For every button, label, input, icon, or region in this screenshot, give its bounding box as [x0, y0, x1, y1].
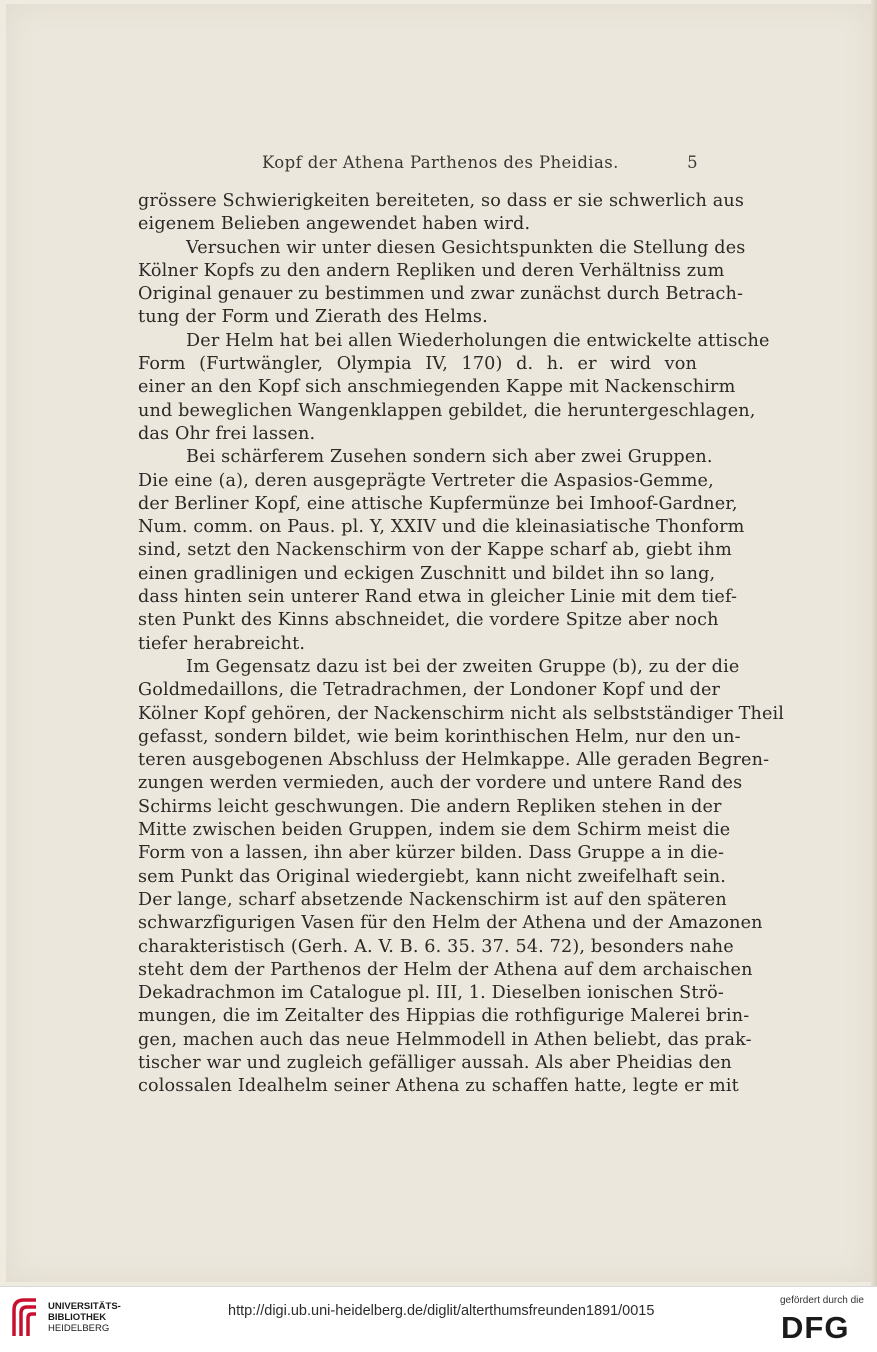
text-line: steht dem der Parthenos der Helm der Athena auf dem archaischen — [138, 959, 753, 980]
library-name-line1: UNIVERSITÄTS- — [48, 1301, 121, 1312]
text-line: dass hinten sein unterer Rand etwa in gleicher Linie mit dem tief- — [138, 587, 738, 608]
text-line: gen, machen auch das neue Helmmodell in Athen beliebt, das prak- — [138, 1029, 752, 1050]
text-line: Im Gegensatz dazu ist bei der zweiten Gruppe (b), zu der die — [186, 656, 740, 677]
text-line: Der lange, scharf absetzende Nackenschirm ist auf den späteren — [138, 889, 727, 910]
text-line: sind, setzt den Nackenschirm von der Kappe scharf ab, giebt ihm — [138, 540, 732, 561]
permalink-url[interactable]: http://digi.ub.uni-heidelberg.de/diglit/alterthumsfreunden1891/0015 — [228, 1303, 655, 1319]
text-line: einer an den Kopf sich anschmiegenden Kappe mit Nackenschirm — [138, 377, 736, 398]
page-header — [138, 153, 698, 179]
text-line: Dekadrachmon im Catalogue pl. III, 1. Dieselben ionischen Strö- — [138, 983, 724, 1004]
text-line: Form von a lassen, ihn aber kürzer bilden. Dass Gruppe a in die- — [138, 843, 725, 864]
page-number: 5 — [687, 153, 698, 172]
text-line: charakteristisch (Gerh. A. V. B. 6. 35. 37. 54. 72), besonders nahe — [138, 936, 734, 957]
text-line: der Berliner Kopf, eine attische Kupfermünze bei Imhoof-Gardner, — [138, 493, 738, 514]
text-line: Die eine (a), deren ausgeprägte Vertreter die Aspasios-Gemme, — [138, 470, 714, 491]
footer-bar — [0, 1286, 877, 1352]
dfg-logo: DFG — [781, 1310, 850, 1345]
text-line: grössere Schwierigkeiten bereiteten, so dass er sie schwerlich aus — [138, 191, 745, 211]
text-line: sten Punkt des Kinns abschneidet, die vordere Spitze aber noch — [138, 610, 719, 631]
funded-by-caption: gefördert durch die — [780, 1295, 864, 1306]
running-head: Kopf der Athena Parthenos des Pheidias. — [262, 153, 619, 172]
text-line: colossalen Idealhelm seiner Athena zu schaffen hatte, legte er mit — [138, 1076, 739, 1097]
library-name — [48, 1301, 121, 1334]
text-line: Bei schärferem Zusehen sondern sich aber zwei Gruppen. — [186, 447, 713, 468]
text-line: Num. comm. on Paus. pl. Y, XXIV und die kleinasiatische Thonform — [138, 517, 745, 538]
text-line: teren ausgebogenen Abschluss der Helmkappe. Alle geraden Begren- — [138, 750, 770, 771]
text-line: Original genauer zu bestimmen und zwar zunächst durch Betrach- — [138, 284, 744, 305]
ub-heidelberg-logo-icon — [8, 1296, 42, 1342]
text-line: Schirms leicht geschwungen. Die andern Repliken stehen in der — [138, 796, 722, 817]
text-line: tiefer herabreicht. — [138, 633, 306, 654]
text-line: sem Punkt das Original wiedergiebt, kann nicht zweifelhaft sein. — [138, 866, 727, 887]
library-name-line2: BIBLIOTHEK — [48, 1312, 107, 1323]
text-line: tischer war und zugleich gefälliger aussah. Als aber Pheidias den — [138, 1052, 732, 1073]
text-line: Versuchen wir unter diesen Gesichtspunkten die Stellung des — [186, 237, 746, 258]
text-line: und beweglichen Wangenklappen gebildet, die heruntergeschlagen, — [138, 400, 756, 421]
text-line: eigenem Belieben angewendet haben wird. — [138, 214, 531, 235]
text-line: das Ohr frei lassen. — [138, 423, 316, 444]
page-edge-shadow — [871, 0, 877, 1286]
text-line: mungen, die im Zeitalter des Hippias die rothfigurige Malerei brin- — [138, 1006, 750, 1027]
text-line: zungen werden vermieden, auch der vordere und untere Rand des — [138, 773, 743, 794]
text-line: tung der Form und Zierath des Helms. — [138, 307, 488, 328]
text-line: Kölner Kopf gehören, der Nackenschirm nicht als selbstständiger Theil — [138, 703, 785, 724]
text-line: Mitte zwischen beiden Gruppen, indem sie dem Schirm meist die — [138, 820, 731, 841]
text-line: schwarzfigurigen Vasen für den Helm der Athena und der Amazonen — [138, 913, 763, 934]
text-line: einen gradlinigen und eckigen Zuschnitt und bildet ihn so lang, — [138, 563, 716, 584]
text-line: Kölner Kopfs zu den andern Repliken und deren Verhältniss zum — [138, 260, 725, 281]
text-line: Der Helm hat bei allen Wiederholungen die entwickelte attische — [186, 330, 770, 351]
text-line: Goldmedaillons, die Tetradrachmen, der Londoner Kopf und der — [138, 680, 721, 701]
library-name-line3: HEIDELBERG — [48, 1323, 110, 1334]
body-text — [138, 190, 785, 1099]
text-line: gefasst, sondern bildet, wie beim korinthischen Helm, nur den un- — [138, 726, 741, 747]
text-line: Form (Furtwängler, Olympia IV, 170) d. h. er wird von — [138, 354, 697, 375]
